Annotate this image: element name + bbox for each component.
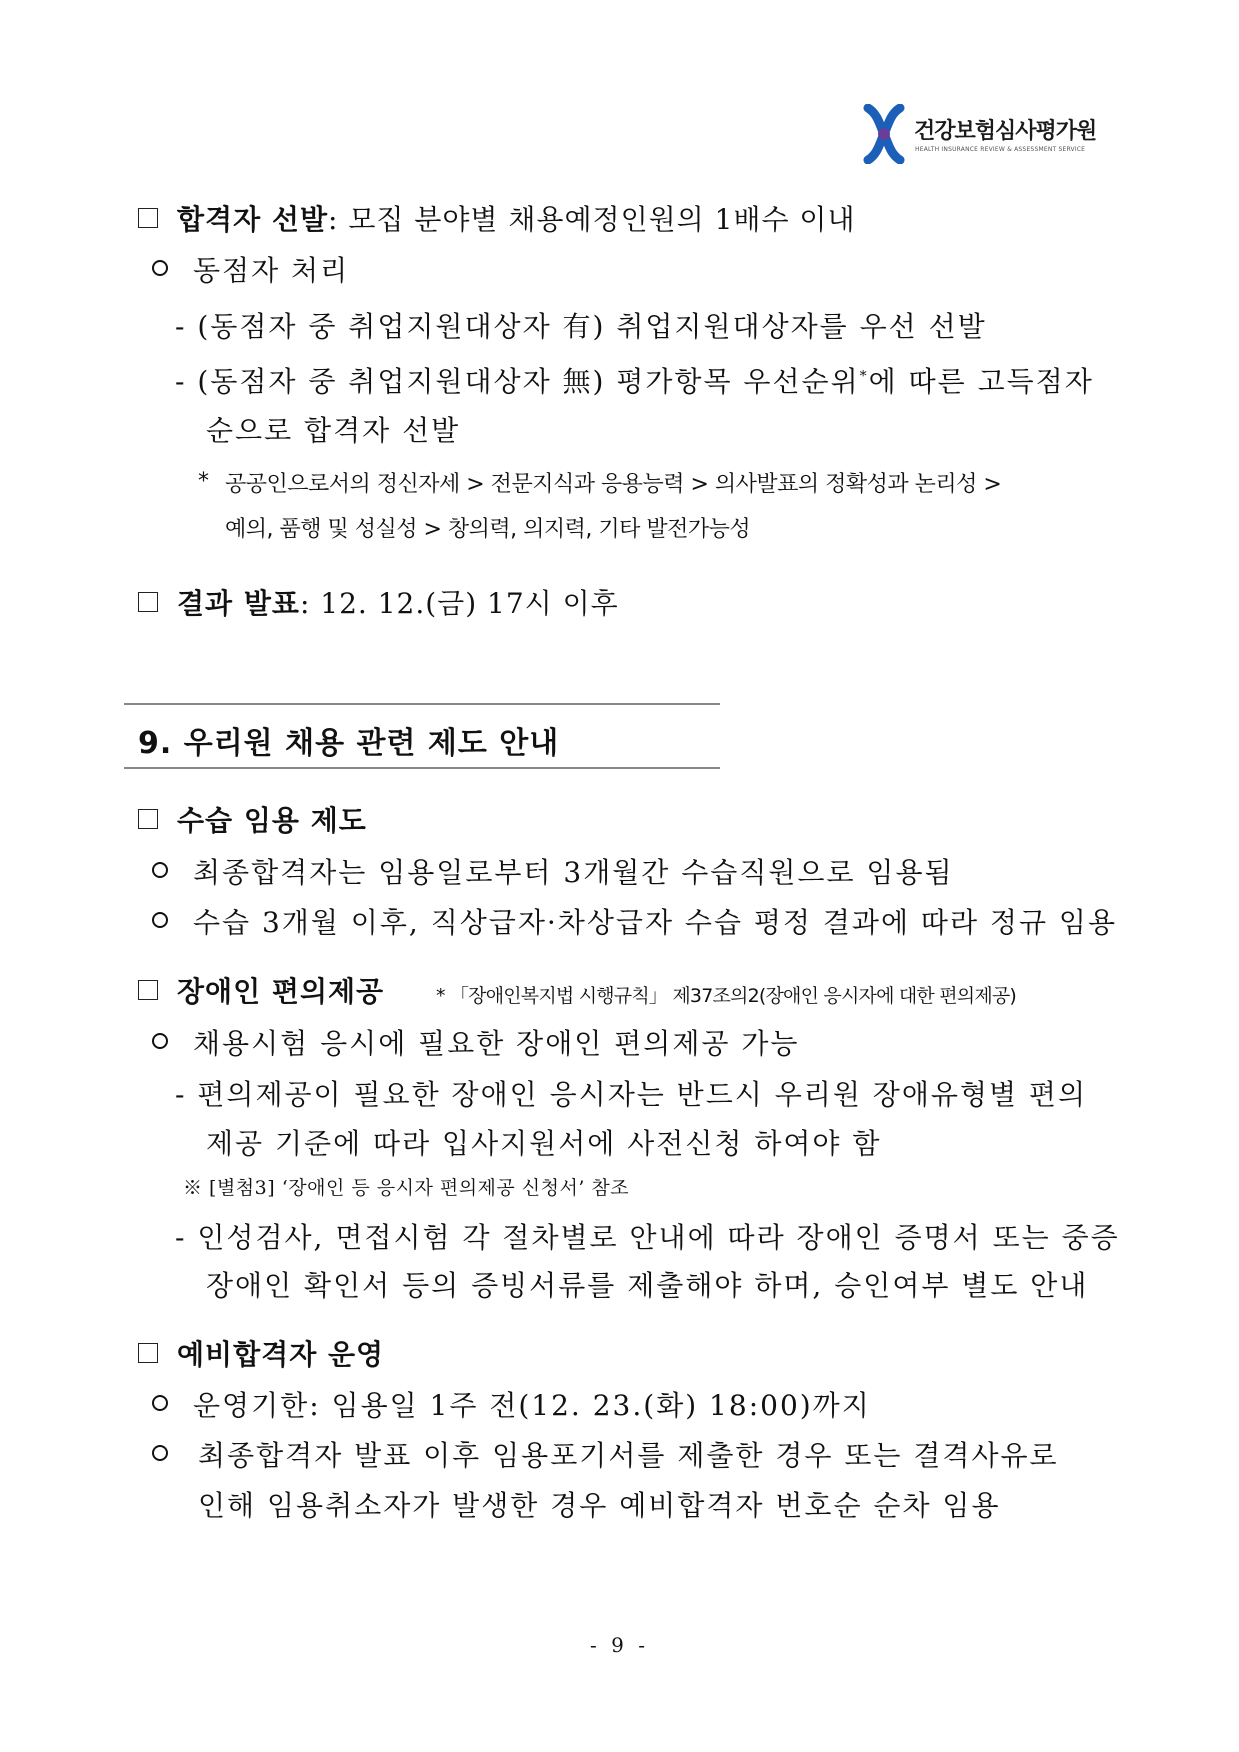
reserve-heading: 예비합격자 운영 (177, 1338, 385, 1371)
tie-item-2-mark: * (859, 368, 869, 385)
tie-item-2-b: 에 따른 고득점자 (868, 365, 1094, 398)
disability-note: ※ [별첨3] ‘장애인 등 응시자 편의제공 신청서’ 참조 (183, 1177, 630, 1199)
reserve-line (177, 1333, 384, 1373)
checkbox-square-icon (138, 592, 158, 612)
probation-item-2: 수습 3개월 이후, 직상급자·차상급자 수습 평정 결과에 따라 정규 임용 (193, 906, 1118, 939)
tie-note-line-1: 공공인으로서의 정신자세 > 전문지식과 응용능력 > 의사발표의 정확성과 논리성 > (225, 472, 1002, 497)
logo (862, 104, 1122, 166)
reserve-item-1: 운영기한: 임용일 1주 전(12. 23.(화) 18:00)까지 (193, 1389, 871, 1422)
result-text: : 12. 12.(금) 17시 이후 (299, 587, 619, 620)
tie-title: 동점자 처리 (193, 254, 350, 287)
circle-bullet-icon (152, 912, 168, 928)
checkbox-square-icon (138, 1343, 158, 1363)
disability-sub-1-line-2: 제공 기준에 따라 입사지원서에 사전신청 하여야 함 (206, 1127, 882, 1160)
logo-subtitle: HEALTH INSURANCE REVIEW & ASSESSMENT SERVICE (915, 146, 1086, 153)
disability-ref: * 「장애인복지법 시행규칙」 제37조의2(장애인 응시자에 대한 편의제공) (436, 985, 1017, 1007)
circle-bullet-icon (152, 1395, 168, 1411)
tie-item-2 (175, 360, 1094, 400)
tie-item-1: - (동점자 중 취업지원대상자 有) 취업지원대상자를 우선 선발 (175, 310, 987, 343)
result-line (177, 582, 619, 622)
tie-item-2-a: - (동점자 중 취업지원대상자 無) 평가항목 우선순위 (175, 365, 860, 398)
section-title: 9. 우리원 채용 관련 제도 안내 (138, 726, 560, 761)
tie-note-mark: * (198, 469, 209, 494)
disability-sub-1-line-1: - 편의제공이 필요한 장애인 응시자는 반드시 우리원 장애유형별 편의 (175, 1078, 1088, 1111)
page-number: - 9 - (590, 1633, 649, 1657)
circle-bullet-icon (152, 1445, 168, 1461)
selection-heading: 합격자 선발 (177, 203, 328, 236)
disability-item: 채용시험 응시에 필요한 장애인 편의제공 가능 (193, 1027, 800, 1060)
probation-line (177, 799, 367, 839)
result-heading: 결과 발표 (177, 587, 300, 620)
disability-line (177, 970, 384, 1010)
circle-bullet-icon (152, 862, 168, 878)
disability-sub-2-line-1: - 인성검사, 면접시험 각 절차별로 안내에 따라 장애인 증명서 또는 중증 (175, 1221, 1120, 1254)
checkbox-square-icon (138, 980, 158, 1000)
logo-name: 건강보험심사평가원 (914, 119, 1097, 144)
reserve-item-2-line-1: 최종합격자 발표 이후 임용포기서를 제출한 경우 또는 결격사유로 (198, 1439, 1059, 1472)
probation-item-1: 최종합격자는 임용일로부터 3개월간 수습직원으로 임용됨 (193, 856, 954, 889)
checkbox-square-icon (138, 809, 158, 829)
section-header (124, 703, 720, 769)
tie-note-line-2: 예의, 품행 및 성실성 > 창의력, 의지력, 기타 발전가능성 (225, 517, 751, 542)
hira-logo-icon (862, 104, 906, 164)
tie-item-2-cont: 순으로 합격자 선발 (206, 414, 461, 447)
probation-heading: 수습 임용 제도 (177, 804, 367, 837)
reserve-item-2-line-2: 인해 임용취소자가 발생한 경우 예비합격자 번호순 순차 임용 (198, 1489, 1001, 1522)
disability-heading: 장애인 편의제공 (177, 975, 385, 1008)
circle-bullet-icon (152, 1033, 168, 1049)
disability-sub-2-line-2: 장애인 확인서 등의 증빙서류를 제출해야 하며, 승인여부 별도 안내 (206, 1269, 1089, 1302)
selection-line (177, 198, 856, 238)
checkbox-square-icon (138, 208, 158, 228)
circle-bullet-icon (152, 260, 168, 276)
selection-text: : 모집 분야별 채용예정인원의 1배수 이내 (328, 203, 856, 236)
